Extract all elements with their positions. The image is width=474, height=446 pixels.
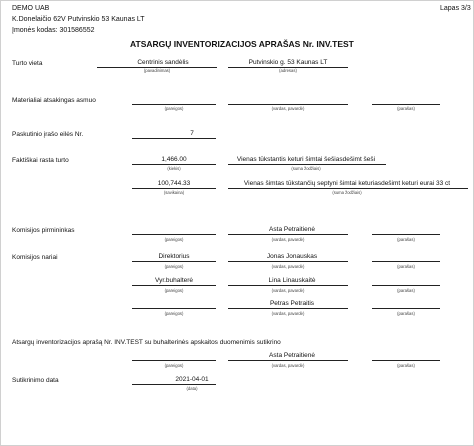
found-cost-words: Vienas šimtas tūkstančių septyni šimtai keturiasdešimt keturi eurai 33 ct [243,180,451,187]
found-quantity-words-line [228,164,386,165]
member-3-signature-line [372,308,440,309]
member-2-position-line [132,285,216,286]
found-quantity-words: Vienas tūkstantis keturi šimtai šešiasdešimt šeši [236,156,376,163]
responsible-name-line [228,104,348,105]
found-cost-words-caption: (suma žodžiais) [332,190,362,195]
found-quantity-caption: (kiekis) [167,166,181,171]
member-2-name-caption: (vardas, pavardė) [271,288,305,293]
chairman-position-line [132,234,216,235]
responsible-label: Materialiai atsakingas asmuo [12,97,96,104]
member-1-name-line [228,261,348,262]
chairman-position-caption: (pareigos) [164,237,184,242]
member-1-position-caption: (pareigos) [164,264,184,269]
reconciliation-name-caption: (vardas, pavardė) [271,363,305,368]
chairman-signature-line [372,234,440,235]
location-label: Turto vieta [12,60,43,67]
reconciliation-position-caption: (pareigos) [164,363,184,368]
member-1-position: Direktorius [158,253,190,260]
chairman-label: Komisijos pirmininkas [12,227,75,234]
page-number: Lapas 3/3 [440,5,471,12]
responsible-signature-line [372,104,440,105]
chairman-name-caption: (vardas, pavardė) [271,237,305,242]
location-name-caption: (pavadinimas) [143,68,171,73]
found-quantity-words-caption: (suma žodžiais) [291,166,321,171]
reconciliation-text: Atsargų inventorizacijos aprašą Nr. INV.TEST su buhalterinės apskaitos duomenimis sutikrino [12,339,281,346]
reconciliation-signature-caption: (parašas) [397,363,415,368]
member-3-signature-caption: (parašas) [397,311,415,316]
reconciliation-name: Asta Petraitienė [269,352,315,359]
member-1-signature-line [372,261,440,262]
found-cost-words-line [228,188,468,189]
member-2-signature-line [372,285,440,286]
chairman-signature-caption: (parašas) [397,237,415,242]
member-2-signature-caption: (parašas) [397,288,415,293]
responsible-position-caption: (pareigos) [164,106,184,111]
found-cost-line [132,188,216,189]
location-address-caption: (adresas) [279,68,297,73]
found-cost: 100,744.33 [157,180,191,187]
last-entry-label: Paskutinio įrašo eilės Nr. [12,131,84,138]
reconciliation-position-line [132,360,216,361]
member-1-position-line [132,261,216,262]
found-quantity: 1,466.00 [161,156,187,163]
member-2-position: Vyr.buhalterė [154,277,194,284]
chairman-name-line [228,234,348,235]
member-3-name-caption: (vardas, pavardė) [271,311,305,316]
found-quantity-line [132,164,216,165]
chairman-name: Asta Petraitienė [269,226,315,233]
company-name: DEMO UAB [12,5,50,12]
reconciliation-date-label: Sutikrinimo data [12,377,59,384]
company-code: Įmonės kodas: 301586552 [12,27,95,34]
member-1-name-caption: (vardas, pavardė) [271,264,305,269]
reconciliation-name-line [228,360,348,361]
location-name: Centrinis sandėlis [137,59,189,66]
page-title: ATSARGŲ INVENTORIZACIJOS APRAŠAS Nr. INV.TEST [130,39,354,49]
reconciliation-date-line [132,384,216,385]
member-3-name-line [228,308,348,309]
member-2-position-caption: (pareigos) [164,288,184,293]
reconciliation-date-caption: (data) [186,386,198,391]
reconciliation-signature-line [372,360,440,361]
reconciliation-date-value: 2021-04-01 [175,376,209,383]
last-entry-value: 7 [190,130,194,137]
members-label: Komisijos nariai [12,254,58,261]
last-entry-line [132,138,216,139]
member-3-position-caption: (pareigos) [164,311,184,316]
member-2-name-line [228,285,348,286]
member-3-name: Petras Petraitis [269,300,315,307]
responsible-signature-caption: (parašas) [397,106,415,111]
found-label: Faktiškai rasta turto [12,157,69,164]
member-1-name: Jonas Jonauskas [266,253,318,260]
member-3-position-line [132,308,216,309]
responsible-name-caption: (vardas, pavardė) [271,106,305,111]
company-address: K.Donelaičio 62V Putvinskio 53 Kaunas LT [12,16,145,23]
responsible-position-line [132,104,216,105]
found-cost-caption: (savikaina) [163,190,185,195]
location-address: Putvinskio g. 53 Kaunas LT [248,59,328,66]
member-2-name: Lina Linauskaitė [268,277,316,284]
member-1-signature-caption: (parašas) [397,264,415,269]
